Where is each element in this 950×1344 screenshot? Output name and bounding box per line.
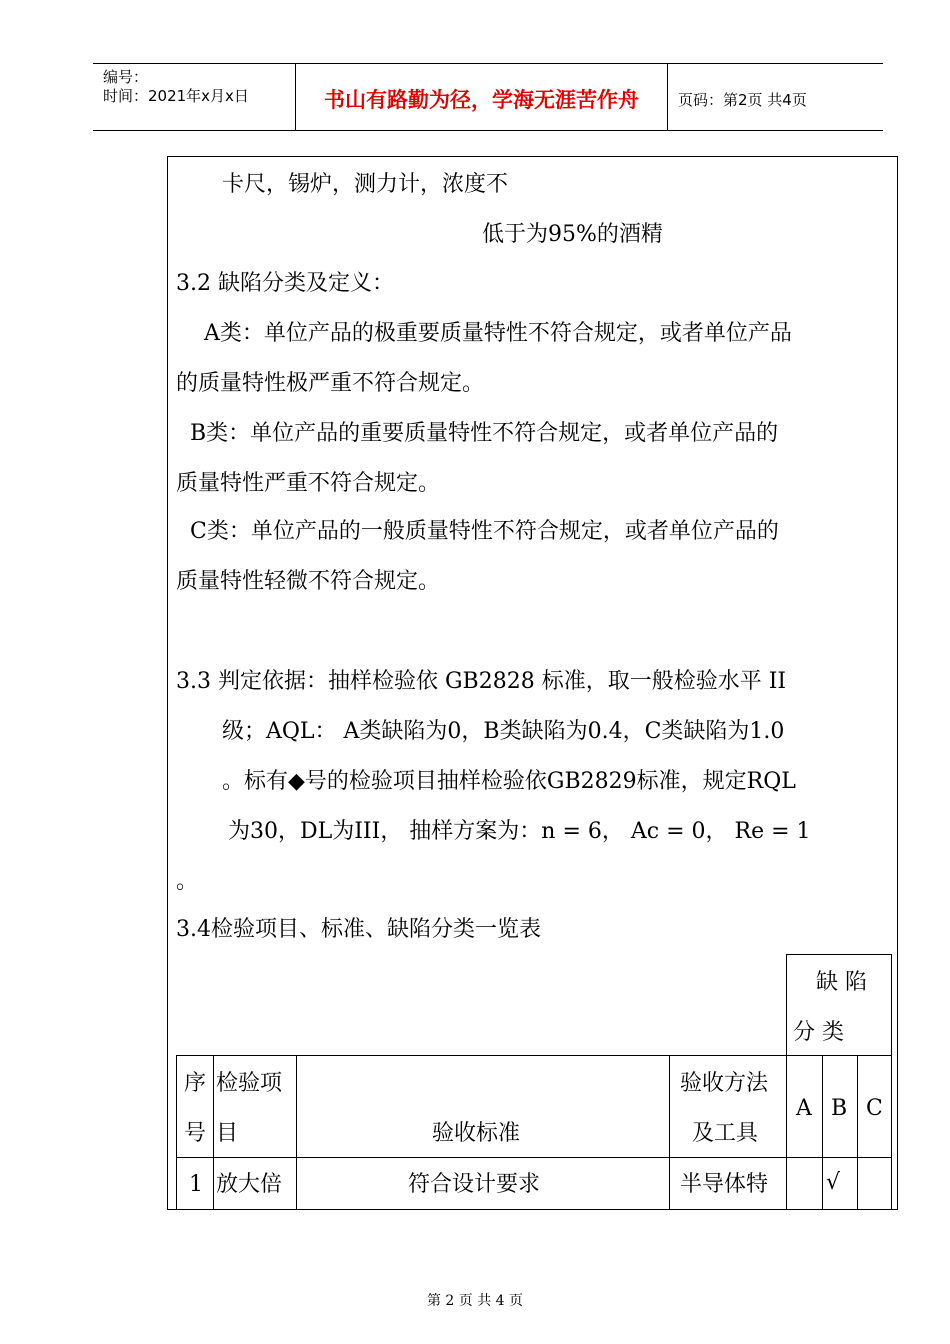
col-method-1: 验收方法 <box>680 1071 769 1096</box>
section-3-3-line-1: 3.3 判定依据：抽样检验依 GB2828 标准，取一般检验水平 II <box>176 669 787 694</box>
section-3-2-title: 3.2 缺陷分类及定义： <box>176 271 394 296</box>
header-number-label: 编号： <box>103 68 149 86</box>
row-1-no: 1 <box>189 1172 203 1197</box>
tools-line-1: 卡尺，锡炉，测力计，浓度不 <box>222 172 509 197</box>
col-a: A <box>796 1096 812 1121</box>
row-1-item: 放大倍 <box>216 1172 283 1197</box>
class-c-line-1: C类：单位产品的一般质量特性不符合规定，或者单位产品的 <box>190 519 779 544</box>
section-3-4-title: 3.4检验项目、标准、缺陷分类一览表 <box>176 917 541 942</box>
header-divider-right <box>667 64 668 130</box>
class-a-line-2: 的质量特性极严重不符合规定。 <box>176 371 485 396</box>
col-c: C <box>866 1096 883 1121</box>
table-rule-v-left <box>176 1055 177 1210</box>
table-rule-v-item <box>296 1055 297 1210</box>
table-rule-header-bottom <box>176 1157 892 1158</box>
tools-line-2: 低于为95%的酒精 <box>482 222 663 247</box>
header-top-rule <box>93 63 883 64</box>
table-rule-v-b <box>857 1055 858 1210</box>
table-rule-v-no <box>213 1055 214 1210</box>
class-b-line-2: 质量特性严重不符合规定。 <box>176 471 441 496</box>
col-item-1: 检验项 <box>216 1071 283 1096</box>
col-method-2: 及工具 <box>692 1121 759 1146</box>
table-rule-v-a <box>822 1055 823 1210</box>
defect-class-header-2: 分 类 <box>793 1020 844 1045</box>
section-3-3-line-3: 。标有◆号的检验项目抽样检验依GB2829标准，规定RQL <box>222 769 796 794</box>
table-rule-v-standard <box>669 1055 670 1210</box>
section-3-3-line-5: 。 <box>176 869 199 894</box>
header-time-label: 时间：2021年x月x日 <box>103 87 249 105</box>
class-c-line-2: 质量特性轻微不符合规定。 <box>176 569 441 594</box>
col-no-2: 号 <box>184 1121 207 1146</box>
table-rule-top-defect <box>786 954 892 955</box>
page-footer: 第 2 页 共 4 页 <box>426 1293 524 1309</box>
table-rule-header-top <box>176 1055 892 1056</box>
section-3-3-line-4: 为30，DL为III， 抽样方案为：n = 6， Ac = 0， Re = 1 <box>228 819 811 844</box>
header-page-info: 页码：第2页 共4页 <box>678 91 807 109</box>
row-1-method: 半导体特 <box>680 1172 769 1197</box>
table-rule-v-right <box>891 954 892 1210</box>
header-motto: 书山有路勤为径，学海无涯苦作舟 <box>324 88 639 112</box>
col-standard: 验收标准 <box>432 1121 521 1146</box>
col-b: B <box>831 1096 848 1121</box>
header-bottom-rule <box>93 130 883 131</box>
table-rule-v-method <box>786 954 787 1210</box>
col-item-2: 目 <box>216 1121 239 1146</box>
section-3-3-line-2: 级；AQL： A类缺陷为0，B类缺陷为0.4，C类缺陷为1.0 <box>222 719 785 744</box>
col-no-1: 序 <box>184 1071 207 1096</box>
row-1-b-check: √ <box>826 1170 841 1195</box>
row-1-standard: 符合设计要求 <box>408 1172 541 1197</box>
class-a-line-1: A类：单位产品的极重要质量特性不符合规定，或者单位产品 <box>204 321 792 346</box>
defect-class-header-1: 缺 陷 <box>816 970 867 995</box>
class-b-line-1: B类：单位产品的重要质量特性不符合规定，或者单位产品的 <box>190 421 779 446</box>
